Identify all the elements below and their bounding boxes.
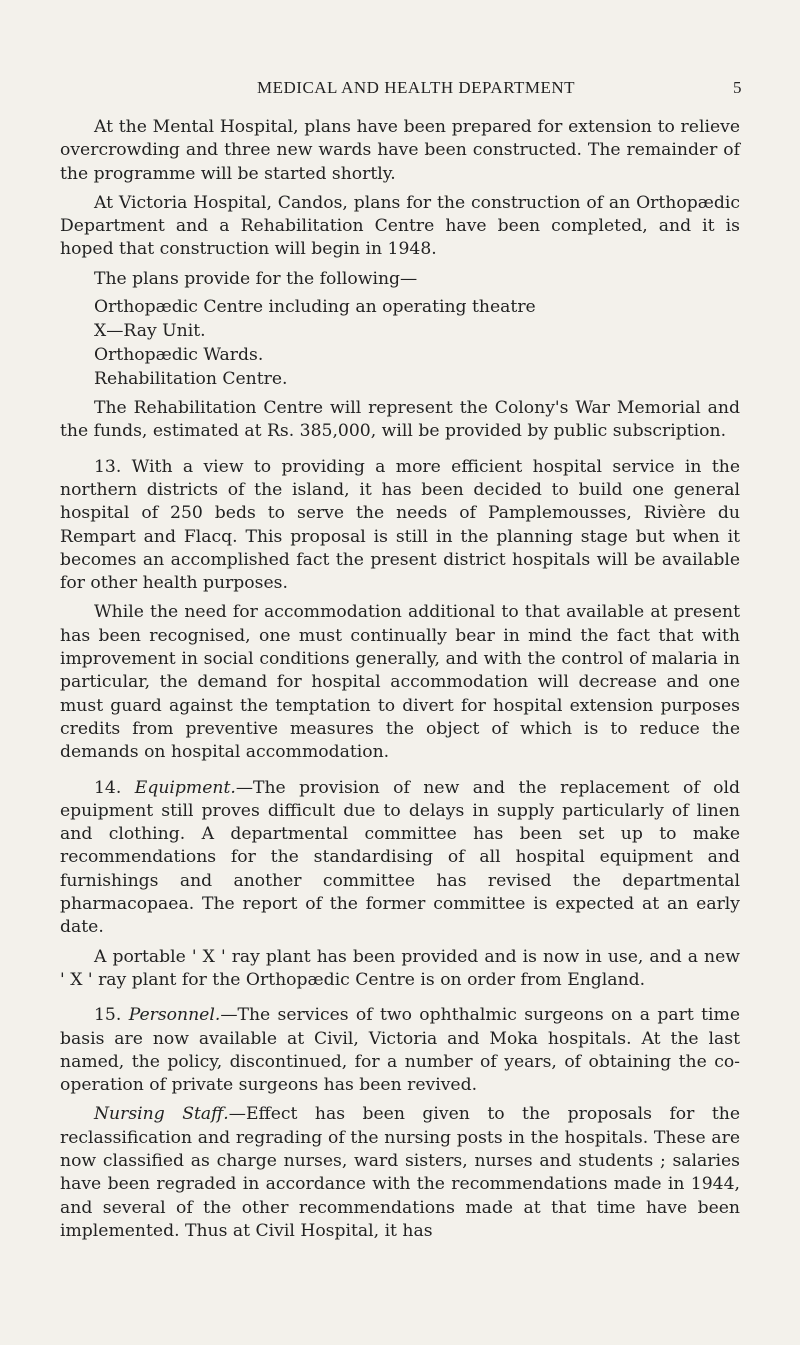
paragraph-nursing-staff xyxy=(60,1103,740,1243)
section-number: 15. xyxy=(94,1005,129,1026)
paragraph-13: 13. With a view to providing a more efficient hospital service in the northern districts of the island, it has been decided to build one general hospital of 250 beds to serve the needs of Pamplemousses, Rivière du Rempart and Flacq. This proposal is still in the planning stage but when it becomes an accomplished fact the present district hospitals will be available for other health purposes. xyxy=(60,456,740,594)
running-header xyxy=(0,78,800,102)
paragraph-victoria-hospital: At Victoria Hospital, Candos, plans for the construction of an Orthopædic Department and a Rehabilitation Centre have been completed, and it is hoped that construction will begin in 1948. xyxy=(60,192,740,260)
paragraph-plans-provide: The plans provide for the following— xyxy=(94,268,418,289)
section-heading-equipment: Equipment. xyxy=(134,777,236,798)
section-heading-nursing-staff: Nursing Staff. xyxy=(94,1104,229,1125)
section-text: —Effect has been given to the proposals for the reclassification and regrading of the nursing posts in the hospitals. These are now classified as charge nurses, ward sisters, nurses and students ; salaries have been regraded in accordance with the recommendations made in 1944, and several of the other recommendations made at that time have been implemented. Thus at Civil Hospital, it has xyxy=(60,1104,740,1241)
paragraph-15-personnel xyxy=(60,1004,740,1097)
section-heading-personnel: Personnel. xyxy=(128,1005,221,1026)
paragraph-war-memorial: The Rehabilitation Centre will represent the Colony's War Memorial and the funds, estimated at Rs. 385,000, will be provided by public subscription. xyxy=(60,398,740,442)
paragraph-14-equipment xyxy=(60,777,740,940)
plans-list xyxy=(60,295,740,391)
section-text: —The provision of new and the replacement of old epuipment still proves difficult due to delays in supply particularly of linen and clothing. A departmental committee has been set up to make recommendations for the standardising of all hospital equipment and furnishings and another committee has revised the departmental pharmacopaea. The report of the former committee is expected at an early date. xyxy=(60,777,740,938)
list-item: X—Ray Unit. xyxy=(94,321,206,342)
paragraph-mental-hospital: At the Mental Hospital, plans have been prepared for extension to relieve overcrowding and three new wards have been constructed. The remainder of the programme will be started shortly. xyxy=(60,117,740,184)
paragraph-accommodation: While the need for accommodation additional to that available at present has been recognised, one must continually bear in mind the fact that with improvement in social conditions generally, and with the control of malaria in particular, the demand for hospital accommodation will decrease and one must guard against the temptation to divert for hospital extension purposes credits from preventive measures the object of which is to reduce the demands on hospital accommodation. xyxy=(60,602,740,763)
paragraph-x-ray: A portable ' X ' ray plant has been provided and is now in use, and a new ' X ' ray plant for the Orthopædic Centre is on order from England. xyxy=(60,946,740,990)
section-number: 14. xyxy=(94,777,135,798)
header-title: MEDICAL AND HEALTH DEPARTMENT xyxy=(257,78,576,97)
list-item: Orthopædic Centre including an operating theatre xyxy=(94,297,536,318)
list-item: Rehabilitation Centre. xyxy=(94,369,288,390)
list-item: Orthopædic Wards. xyxy=(94,345,264,366)
section-text: —The services of two ophthalmic surgeons on a part time basis are now available at Civil, Victoria and Moka hospitals. At the last named, the policy, discontinued, for a number of years, of obtaining the co-operation of private surgeons has been revived. xyxy=(60,1005,740,1096)
page-number: 5 xyxy=(733,78,742,97)
body-text xyxy=(60,116,740,1243)
